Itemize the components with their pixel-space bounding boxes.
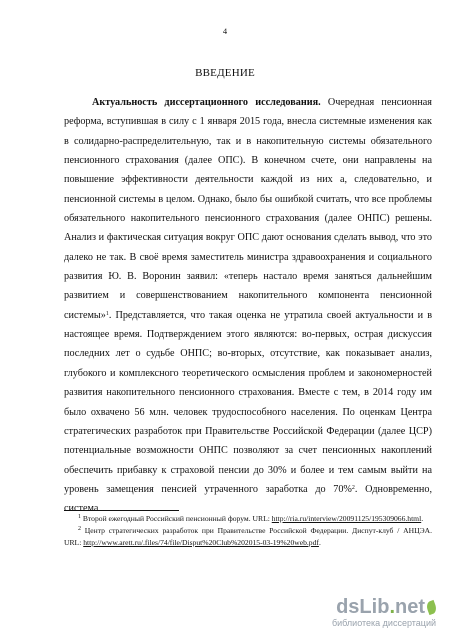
- leaf-icon: [425, 600, 438, 615]
- paragraph-text-part-1: Очередная пенсионная реформа, вступившая в силу с 1 января 2015 года, внесла системные изменения как в солидарно-распределительную, так и в накопительную системы обязательного пенсионного страхования (далее ОПС). В конечном счете, они направлены на повышение эффективности деятельности каждой из них а, следовательно, и пенсионной системы в целом. Однако, было бы ошибкой считать, что все проблемы обязательного накопительного пенсионного страхования (далее ОНПС) решены. Анализ и фактическая ситуация вокруг ОПС дают основания сделать вывод, что это далеко не так. В своё время заместитель министра здравоохранения и социального развития Ю. В. Воронин заявил: «теперь настало время заняться дальнейшим развитием и совершенствованием накопительного компонента пенсионной системы»: [64, 97, 432, 321]
- watermark-logo-main: dsLib: [336, 596, 390, 618]
- watermark-logo: [332, 596, 436, 618]
- watermark-logo-tld: net: [395, 596, 425, 618]
- footnote-1-mark: 1: [78, 514, 81, 520]
- footnote-2-mark: 2: [78, 526, 81, 533]
- footnote-2-link[interactable]: http://www.arett.ru/.files/74/file/Disput%20Club%202015-03-19%20web.pdf: [83, 537, 319, 547]
- footnote-1-text: Второй ежегодный Российский пенсионный форум. URL:: [81, 514, 272, 523]
- footnote-ref-1[interactable]: 1: [105, 310, 109, 317]
- watermark-logo-dot: .: [389, 596, 395, 618]
- footnote-2: [64, 525, 432, 548]
- footnote-1-end: .: [421, 514, 424, 523]
- section-heading: ВВЕДЕНИЕ: [195, 67, 255, 79]
- paragraph-text-part-2: . Представляется, что такая оценка не утратила своей актуальности и в настоящее время. Подтверждением этого являются: во-первых, острая дискуссия последних лет о судьбе ОНПС; во-вторых, отсутствие, как показывает анализ, глубокого и комплексного теоретического осмысления проблем и закономерностей развития накопительного пенсионного страхования. Вместе с тем, в 2014 году им было охвачено 56 млн. человек трудоспособного населения. По оценкам Центра стратегических разработок при Правительстве Российской Федерации (далее ЦСР) потенциальные возможности ОНПС позволяют за счет пенсионных накоплений обеспечить прибавку к страховой пенсии до 30% и более и тем самым выйти на уровень замещения пенсией утраченного заработка до 70%: [64, 309, 432, 495]
- footnote-divider: [64, 510, 179, 511]
- lead-phrase: Актуальность диссертационного исследования.: [92, 97, 321, 108]
- footnote-1-link[interactable]: http://ria.ru/interview/20091125/195309066.html: [271, 514, 422, 523]
- footnotes: [64, 513, 432, 549]
- footnote-1: [64, 513, 432, 524]
- paragraph: [64, 93, 432, 519]
- footnote-2-text: Центр стратегических разработок при Правительстве Российской Федерации. Диспут-клуб / АНЦЭА. URL:: [64, 526, 432, 547]
- footnote-2-end: .: [318, 537, 321, 547]
- watermark-tagline: библиотека диссертаций: [331, 618, 436, 628]
- page-number: 4: [222, 26, 228, 36]
- watermark: [332, 596, 436, 629]
- footnote-ref-2[interactable]: 2: [351, 484, 355, 491]
- body-text: [64, 93, 432, 519]
- paragraph-text-part-3: . Одновременно, система: [64, 483, 433, 515]
